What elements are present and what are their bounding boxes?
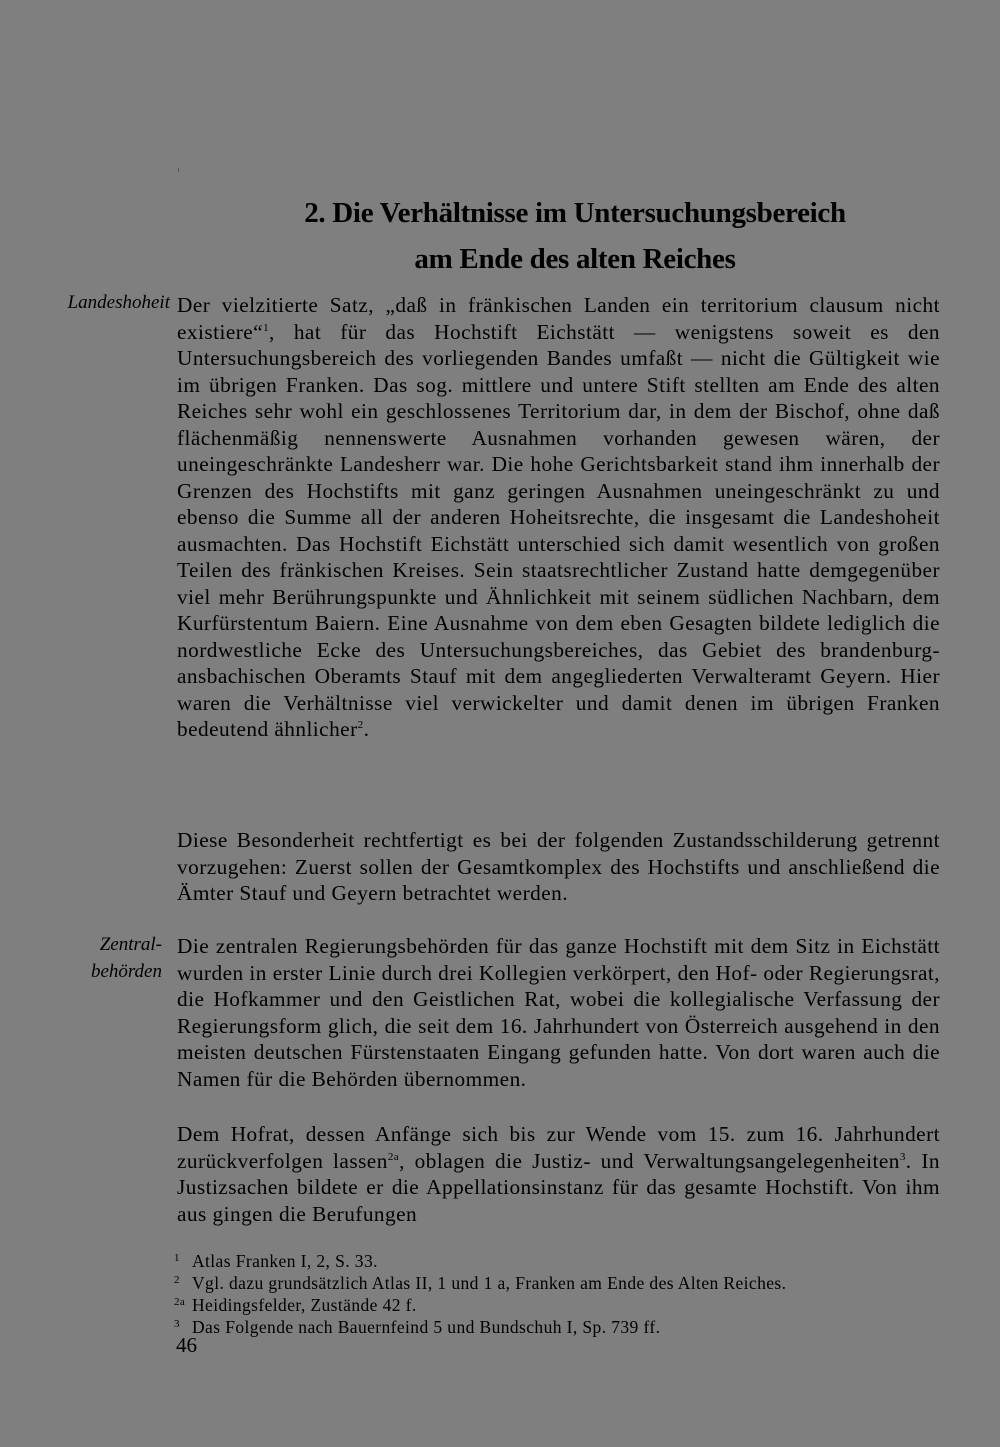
p4-text-a: Dem Hofrat, dessen Anfänge sich bis zur Wende vom 15. zum 16. Jahrhundert zurückverfolgen lassen: [177, 1122, 940, 1173]
footnote: [174, 1294, 954, 1316]
p1-text-a: Der vielzitierte Satz, „daß in fränkischen Landen ein territorium clausum nicht existiere“: [177, 293, 940, 344]
p4-text-b: , oblagen die Justiz- und Verwaltungsangelegenheiten: [399, 1148, 900, 1173]
footnote-text: Das Folgende nach Bauernfeind 5 und Bundschuh I, Sp. 739 ff.: [192, 1317, 661, 1337]
footnote-number: 1: [174, 1252, 180, 1264]
paragraph-besonderheit: [177, 827, 940, 907]
footnote-number: 3: [174, 1318, 180, 1330]
p1-text-c: .: [363, 717, 370, 741]
paragraph-hofrat: [177, 1121, 940, 1227]
margin-note-zentralbehoerden: [30, 932, 162, 985]
footnote-number: 2a: [174, 1296, 186, 1308]
p3-text: Die zentralen Regierungsbehörden für das ganze Hochstift mit dem Sitz in Eichstätt wurden in erster Linie durch drei Kollegien verkörpert, den Hof- oder Regierungsrat, die Hofkammer und den Geistlichen Rat, wobei die kollegialische Verfassung der Regierungsform glich, die seit dem 16. Jahrhundert von Österreich ausgehend in den meisten deutschen Fürstenstaaten Eingang gefunden hatte. Von dort waren auch die Namen für die Behörden übernommen.: [177, 934, 940, 1091]
chapter-heading: [175, 190, 965, 282]
paragraph-zentralbehoerden: [177, 933, 940, 1092]
footnote: [174, 1250, 954, 1272]
paragraph-landeshoheit: [177, 292, 940, 743]
heading-line-1: 2. Die Verhältnisse im Untersuchungsbereich: [304, 197, 846, 229]
scan-speck: [178, 168, 179, 172]
p4-text-c: . In Justizsachen bildete er die Appellationsinstanz für das gesamte Hochstift. Von ihm aus gingen die Berufungen: [177, 1148, 940, 1226]
footnote-number: 2: [174, 1274, 180, 1286]
footnote-ref-1: 1: [263, 321, 270, 334]
margin-note-landeshoheit: Landeshoheit: [67, 292, 170, 313]
footnote-text: Vgl. dazu grundsätzlich Atlas II, 1 und 1 a, Franken am Ende des Alten Reiches.: [192, 1273, 787, 1293]
heading-line-2: am Ende des alten Reiches: [414, 243, 736, 275]
footnote-ref-3: 3: [899, 1150, 906, 1163]
p1-text-b: , hat für das Hochstift Eichstätt — wenigstens soweit es den Untersuchungsbereich des vorliegenden Bandes umfaßt — nicht die Gültigkeit wie im übrigen Franken. Das sog. mittlere und untere Stift stellten am Ende des alten Reiches sehr wohl ein geschlossenes Territorium dar, in dem der Bischof, ohne daß flächenmäßig nennenswerte Ausnahmen vorhanden gewesen wären, der uneingeschränkte Landesherr war. Die hohe Gerichtsbarkeit stand ihm innerhalb der Grenzen des Hochstifts mit ganz geringen Ausnahmen uneingeschränkt zu und ebenso die Summe all der anderen Hoheitsrechte, die insgesamt die Landeshoheit ausmachten. Das Hochstift Eichstätt unterschied sich damit wesentlich von großen Teilen des fränkischen Kreises. Sein staatsrechtlicher Zustand hatte demgegenüber viel mehr Berührungspunkte und Ähnlichkeit mit seinem südlichen Nachbarn, dem Kurfürstentum Baiern. Eine Ausnahme von dem eben Gesagten bildete lediglich die nordwestliche Ecke des Untersuchungsbereiches, das Gebiet des brandenburg-ansbachischen Oberamts Stauf mit dem angegliederten Verwalteramt Geyern. Hier waren die Verhältnisse viel verwickelter und damit denen im übrigen Franken bedeutend ähnlicher: [177, 319, 940, 741]
margin-note-line-1: Zentral-: [99, 934, 162, 955]
footnote-text: Heidingsfelder, Zustände 42 f.: [192, 1295, 417, 1315]
footnote-ref-2a: 2a: [387, 1150, 400, 1163]
margin-note-line-2: behörden: [90, 960, 162, 982]
footnote-ref-2: 2: [357, 718, 364, 731]
footnote: [174, 1272, 954, 1294]
footnotes: [174, 1250, 954, 1338]
page-number: 46: [176, 1333, 197, 1357]
footnote-text: Atlas Franken I, 2, S. 33.: [192, 1251, 378, 1271]
footnote: [174, 1316, 954, 1338]
p2-text: Diese Besonderheit rechtfertigt es bei der folgenden Zustandsschilderung getrennt vorzugehen: Zuerst sollen der Gesamtkomplex des Hochstifts und anschließend die Ämter Stauf und Geyern betrachtet werden.: [177, 828, 940, 905]
